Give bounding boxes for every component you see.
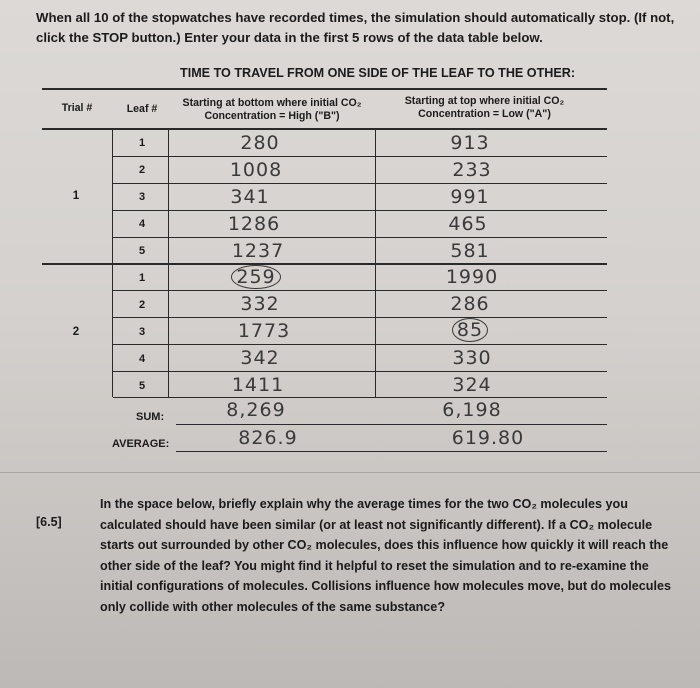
circled-value: 259 [231,265,280,289]
trial-2-label: 2 [72,326,80,338]
handwritten-time-low: 233 [452,159,492,181]
handwritten-time-high: 1773 [237,320,291,342]
section-divider [0,472,700,473]
row-line [113,156,607,157]
row-line [113,210,607,211]
handwritten-time-low: 581 [450,240,490,262]
handwritten-time-high: 1237 [231,240,285,262]
circled-value: 85 [452,318,488,342]
trial-1-label: 1 [72,190,80,202]
question-number: [6.5] [36,515,62,529]
handwritten-time-low: 991 [450,186,490,208]
leaf-number: 3 [138,191,146,203]
sum-low: 6,198 [442,399,502,421]
leaf-number: 2 [138,299,146,311]
table-top-rule [42,88,607,90]
average-high: 826.9 [238,427,298,449]
handwritten-time-high-circled [196,267,316,287]
sum-line [176,424,607,425]
handwritten-time-low: 286 [450,293,490,315]
row-line [113,290,607,291]
trial-separator [42,263,607,265]
handwritten-time-high: 280 [240,132,280,154]
instructions-text: When all 10 of the stopwatches have recorded times, the simulation should automatically stop. (If not, click the STOP button.) Enter your data in the first 5 rows of the data table below. [36,10,675,45]
sum-label: SUM: [136,411,165,423]
average-low: 619.80 [451,427,525,449]
row-line [113,317,607,318]
handwritten-time-low: 913 [450,132,490,154]
header-bottom-rule [42,128,607,130]
question-text: In the space below, briefly explain why the average times for the two CO₂ molecules you calculated should have been similar (or at least not significantly different). If a CO₂ molecule starts out surrounded by other CO₂ molecules, does this influence how quickly it will reach the other side of the leaf? You might find it helpful to reset the simulation and to re-examine the initial configurations of molecules. Collisions influence how molecules move, but do molecules only collide with other molecules of the same substance? [100,497,672,614]
row-line [113,237,607,238]
leaf-number: 4 [138,218,146,230]
row-line [113,344,607,345]
trial-header: Trial # [61,102,93,114]
handwritten-time-high: 1411 [231,374,285,396]
leaf-number: 3 [138,326,146,338]
average-label: AVERAGE: [112,438,170,450]
handwritten-time-high: 342 [240,347,280,369]
handwritten-time-low: 1990 [445,266,499,288]
leaf-number: 1 [138,137,146,149]
handwritten-time-low: 465 [448,213,488,235]
row-line [113,183,607,184]
high-co2-header: Starting at bottom where initial CO₂ Concentration = High ("B") [182,97,362,122]
handwritten-time-high: 332 [240,293,280,315]
handwritten-time-high: 1286 [227,213,281,235]
low-co2-header: Starting at top where initial CO₂ Concentration = Low ("A") [404,95,565,120]
table-title: TIME TO TRAVEL FROM ONE SIDE OF THE LEAF TO THE OTHER: [180,66,576,80]
sum-high: 8,269 [226,399,286,421]
leaf-number: 4 [138,353,146,365]
handwritten-time-low-circled [410,320,530,340]
handwritten-time-high: 1008 [229,159,283,181]
handwritten-time-low: 324 [452,374,492,396]
average-line [176,451,607,452]
row-line [113,397,607,398]
leaf-number: 5 [138,245,146,257]
leaf-header: Leaf # [126,103,158,115]
leaf-number: 1 [138,272,146,284]
handwritten-time-high: 341 [230,186,270,208]
leaf-number: 2 [138,164,146,176]
leaf-number: 5 [138,380,146,392]
handwritten-time-low: 330 [452,347,492,369]
row-line [113,371,607,372]
